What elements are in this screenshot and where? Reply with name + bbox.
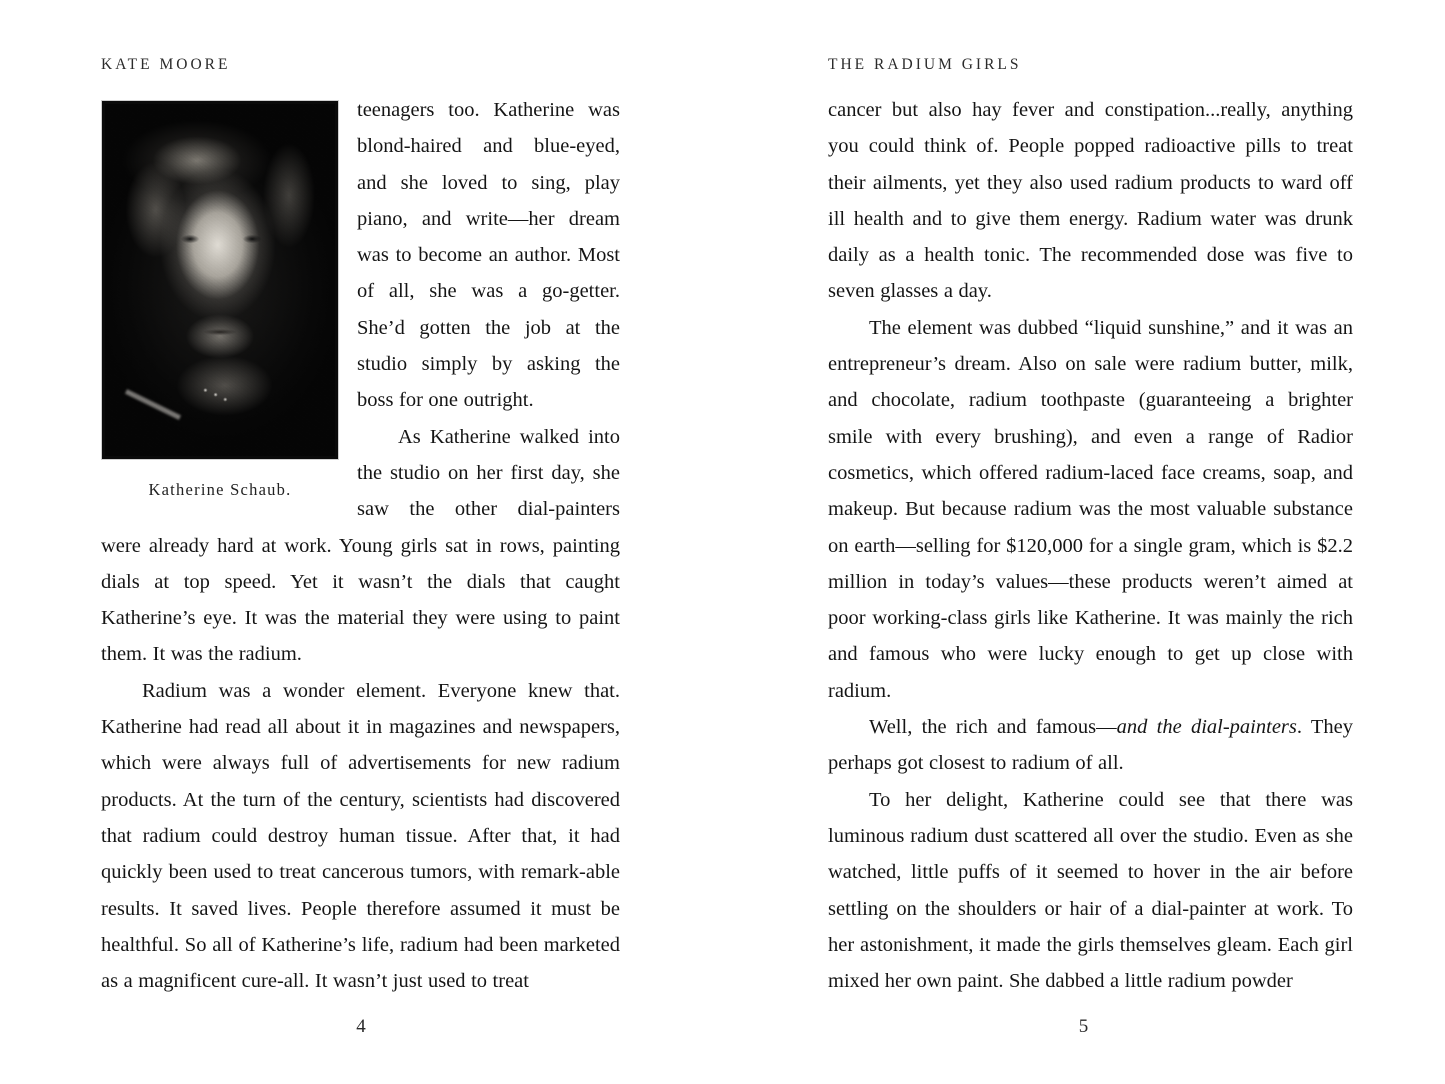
paragraph-left-2: As Katherine walked into the studio on her first day, she saw the other dial-painters were already hard at work. Young girls sat in rows, painting dials at top speed. Yet it wasn’t the dials that caught Katherine’s eye. It was the material they were using to paint them. It was the radium.	[101, 425, 620, 666]
running-head-right: THE RADIUM GIRLS	[828, 56, 1022, 73]
left-text-column	[101, 92, 620, 999]
portrait-mouth	[105, 326, 335, 338]
page-number-left: 4	[356, 1016, 366, 1037]
portrait-beads	[199, 387, 231, 403]
running-head-left: KATE MOORE	[101, 56, 231, 73]
italic-para-before: Well, the rich and famous—	[869, 716, 1117, 739]
right-text-column	[828, 92, 1353, 999]
portrait-photo-image	[105, 104, 335, 456]
portrait-collar	[125, 389, 181, 420]
paragraph-right-4: To her delight, Katherine could see that there was luminous radium dust scattered all over the studio. Even as she watched, little puffs of it seemed to hover in the air before settling on the shoulders or hair of a dial-painter at work. To her astonishment, it made the girls themselves gleam. Each girl mixed her own paint. She dabbed a little radium powder	[828, 788, 1353, 993]
paragraph-left-1: teenagers too. Katherine was blond-haired and blue-eyed, and she loved to sing, play piano, and write—her dream was to become an author. Most of all, she was a go-getter. She’d gotten the job at the studio simply by asking the boss for one outright.	[357, 99, 620, 412]
figure-katherine-schaub	[101, 100, 339, 500]
paragraph-left-3: Radium was a wonder element. Everyone knew that. Katherine had read all about it in magazines and newspapers, which were always full of advertisements for new radium products. At the turn of the century, scientists had discovered that radium could destroy human tissue. After that, it had quickly been used to treat cancerous tumors, with remark-able results. It saved lives. People therefore assumed it must be healthful. So all of Katherine’s life, radium had been marketed as a magnificent cure-all. It wasn’t just used to treat	[101, 679, 620, 993]
portrait-film-grain	[105, 104, 335, 456]
paragraph-right-1: cancer but also hay fever and constipation...really, anything you could think of. People popped radioactive pills to treat their ailments, yet they also used radium products to ward off ill health and to give them energy. Radium water was drunk daily as a health tonic. The recommended dose was five to seven glasses a day.	[828, 99, 1353, 303]
figure-caption: Katherine Schaub.	[148, 480, 292, 499]
page-number-right: 5	[1078, 1016, 1089, 1037]
italic-para-after: . They perhaps got closest to radium of all.	[828, 716, 1353, 775]
paragraph-right-3-italic	[828, 709, 1353, 782]
paragraph-right-2: The element was dubbed “liquid sunshine,” and it was an entrepreneur’s dream. Also on sale were radium butter, milk, and chocolate, radium toothpaste (guaranteeing a brighter smile with every brushing), and even a range of Radior cosmetics, which offered radium-laced face creams, soap, and makeup. But because radium was the most valuable substance on earth—selling for $120,000 for a single gram, which is $2.2 million in today’s values—these products weren’t aimed at poor working-class girls like Katherine. It was mainly the rich and famous who were lucky enough to get up close with radium.	[828, 316, 1353, 702]
page-left	[0, 0, 722, 1084]
portrait-eyes	[105, 231, 335, 247]
portrait-photo	[101, 100, 339, 460]
italic-para-emphasis: and the dial-painters	[1116, 716, 1297, 739]
page-right	[722, 0, 1445, 1084]
